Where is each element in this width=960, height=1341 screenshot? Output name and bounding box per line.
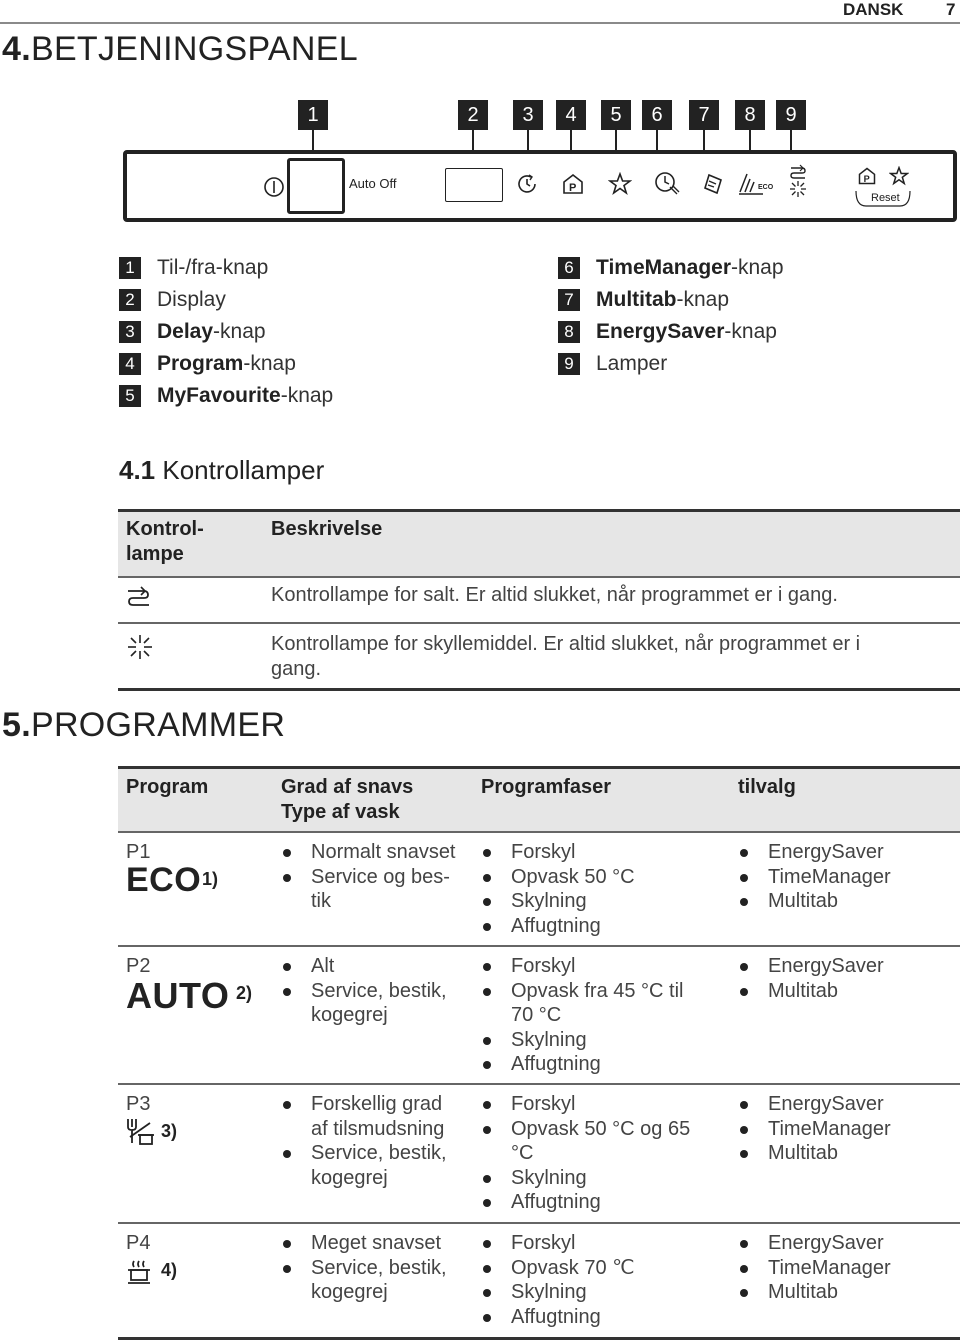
- svg-text:P: P: [863, 173, 870, 184]
- legend-label-bold: Delay: [157, 320, 214, 343]
- legend-label-text: -knap: [213, 320, 266, 343]
- list-item: Normalt snavset: [281, 840, 456, 865]
- legend-label-bold: Program: [157, 352, 244, 375]
- callout-4: 4: [556, 100, 586, 130]
- list-item: Meget snavset: [281, 1231, 447, 1256]
- timemanager-icon[interactable]: [653, 170, 681, 198]
- list-item: Opvask 70 ℃: [481, 1256, 635, 1281]
- legend-label-text: Display: [157, 288, 226, 311]
- legend-label-text: Lamper: [596, 352, 668, 375]
- svg-text:ECO: ECO: [758, 184, 773, 191]
- salt-lamp-icon: [126, 586, 152, 608]
- legend-number: 9: [558, 353, 580, 375]
- mixed-load-icon: [126, 1117, 156, 1147]
- lamps-col1-header-line2: lampe: [126, 543, 184, 565]
- legend-item-4: [119, 350, 296, 378]
- legend-number: 3: [119, 321, 141, 343]
- list-item: Multitab: [738, 979, 884, 1004]
- programs-header-rule: [118, 831, 960, 833]
- star-reset-icon[interactable]: [889, 166, 909, 186]
- programs-col-program-header: Program: [126, 776, 209, 798]
- legend-label: [596, 256, 784, 280]
- list-item: Service, bestik, kogegrej: [281, 1141, 447, 1190]
- page-number: 7: [946, 0, 956, 19]
- callout-6: 6: [642, 100, 672, 130]
- lamps-col2-header: Beskrivelse: [271, 518, 383, 540]
- section-5-number: 5.: [2, 706, 31, 744]
- legend-item-6: [558, 254, 784, 282]
- list-item: TimeManager: [738, 1256, 891, 1281]
- power-icon: [263, 176, 285, 198]
- section-41-number: 4.1: [119, 455, 156, 485]
- list-item: Multitab: [738, 1280, 891, 1305]
- soil-list: [281, 1231, 447, 1305]
- callout-8: 8: [735, 100, 765, 130]
- control-panel: [123, 150, 957, 222]
- lamps-col1-header: [126, 517, 204, 567]
- list-item: Opvask 50 °C og 65 °C: [481, 1117, 690, 1166]
- programs-col-soil-header: [281, 775, 413, 825]
- legend-item-7: [558, 286, 729, 314]
- program-label: AUTO: [126, 975, 230, 1016]
- lamp-row-2-line1: Kontrollampe for skyllemiddel. Er altid slukket, når programmet er i: [271, 633, 861, 655]
- options-list: [738, 1092, 891, 1166]
- list-item: Multitab: [738, 889, 891, 914]
- section-4-text: BETJENINGSPANEL: [30, 30, 358, 68]
- delay-icon[interactable]: [515, 172, 539, 196]
- list-item: Affugtning: [481, 914, 635, 939]
- program-code: P1: [126, 841, 151, 863]
- lamps-table-header-bg: [118, 512, 960, 576]
- options-list: [738, 840, 891, 914]
- list-item: Skylning: [481, 1166, 690, 1191]
- program-footnote: 1): [202, 869, 219, 889]
- legend-label: [596, 352, 667, 376]
- soil-header-line2: Type af vask: [281, 801, 400, 823]
- programs-col-options-header: tilvalg: [738, 776, 796, 798]
- legend-label-bold: Multitab: [596, 288, 677, 311]
- legend-item-8: [558, 318, 777, 346]
- multitab-icon[interactable]: [701, 172, 725, 196]
- list-item: Skylning: [481, 1280, 635, 1305]
- program-row-rule: [118, 1337, 960, 1340]
- list-item: TimeManager: [738, 865, 891, 890]
- rinse-aid-lamp-icon: [127, 634, 153, 660]
- program-code: P4: [126, 1232, 151, 1254]
- section-4-number: 4.: [2, 30, 31, 68]
- legend-number: 8: [558, 321, 580, 343]
- program-icon[interactable]: [561, 172, 585, 196]
- list-item: TimeManager: [738, 1117, 891, 1142]
- phases-list: [481, 840, 635, 938]
- energysaver-eco-icon[interactable]: [737, 170, 773, 198]
- list-item: Service, bestik, kogegrej: [281, 1256, 447, 1305]
- list-item: Forskellig grad af tilsmudsning: [281, 1092, 447, 1141]
- soil-list: [281, 1092, 447, 1190]
- soil-list: [281, 954, 447, 1028]
- callout-3: 3: [513, 100, 543, 130]
- program-reset-icon[interactable]: [857, 166, 877, 186]
- legend-label-text: Til-/fra-knap: [157, 256, 269, 279]
- lamp-row-2-description: [271, 632, 860, 682]
- list-item: Forskyl: [481, 1092, 690, 1117]
- phases-list: [481, 954, 684, 1077]
- favourite-star-icon[interactable]: [608, 172, 632, 196]
- lamps-col1-header-line1: Kontrol-: [126, 518, 204, 540]
- auto-off-label: Auto Off: [349, 176, 397, 191]
- list-item: Opvask fra 45 °C til 70 °C: [481, 979, 684, 1028]
- soil-header-line1: Grad af snavs: [281, 776, 414, 798]
- list-item: Alt: [281, 954, 447, 979]
- callout-5: 5: [601, 100, 631, 130]
- legend-item-5: [119, 382, 333, 410]
- language-label: DANSK: [843, 0, 904, 19]
- legend-label: [157, 288, 226, 312]
- salt-lamp-icon: [789, 164, 807, 180]
- list-item: Affugtning: [481, 1052, 684, 1077]
- legend-number: 1: [119, 257, 141, 279]
- list-item: Service og bes- tik: [281, 865, 456, 914]
- legend-label-text: -knap: [243, 352, 296, 375]
- lamps-table-bottom-rule: [118, 688, 960, 691]
- list-item: Forskyl: [481, 954, 684, 979]
- program-row-rule: [118, 1083, 960, 1085]
- legend-number: 2: [119, 289, 141, 311]
- list-item: Opvask 50 °C: [481, 865, 635, 890]
- legend-label: [596, 320, 777, 344]
- lamp-row-2-line2: gang.: [271, 658, 322, 680]
- legend-label: [157, 256, 268, 280]
- lamp-row-1-description: Kontrollampe for salt. Er altid slukket, når programmet er i gang.: [271, 584, 838, 606]
- section-5-title: [2, 706, 285, 745]
- callout-1: 1: [298, 100, 328, 130]
- program-footnote: 3): [161, 1121, 178, 1141]
- section-41-text: Kontrollamper: [155, 455, 325, 485]
- legend-label-text: -knap: [724, 320, 777, 343]
- header-rule: [0, 22, 960, 24]
- list-item: EnergySaver: [738, 1092, 891, 1117]
- program-label: ECO: [126, 861, 202, 899]
- program-row-rule: [118, 945, 960, 947]
- program-footnote: 2): [236, 983, 253, 1003]
- list-item: EnergySaver: [738, 954, 884, 979]
- section-4-title: [2, 30, 358, 69]
- lamps-table-header-rule: [118, 576, 960, 578]
- list-item: Multitab: [738, 1141, 891, 1166]
- phases-list: [481, 1231, 635, 1329]
- list-item: Forskyl: [481, 840, 635, 865]
- legend-label-text: -knap: [731, 256, 784, 279]
- list-item: Affugtning: [481, 1190, 690, 1215]
- rinse-aid-lamp-icon: [789, 180, 807, 198]
- phases-list: [481, 1092, 690, 1215]
- program-footnote: 4): [161, 1260, 178, 1280]
- legend-item-2: [119, 286, 226, 314]
- legend-item-1: [119, 254, 268, 282]
- legend-item-9: [558, 350, 667, 378]
- list-item: EnergySaver: [738, 1231, 891, 1256]
- list-item: Affugtning: [481, 1305, 635, 1330]
- list-item: Skylning: [481, 1028, 684, 1053]
- list-item: EnergySaver: [738, 840, 891, 865]
- legend-label: [157, 320, 266, 344]
- legend-label: [157, 384, 333, 408]
- callout-2: 2: [458, 100, 488, 130]
- pot-intensive-icon: [126, 1257, 154, 1285]
- legend-number: 7: [558, 289, 580, 311]
- legend-number: 5: [119, 385, 141, 407]
- display: [445, 168, 503, 202]
- programs-col-phases-header: Programfaser: [481, 776, 612, 798]
- legend-label: [596, 288, 729, 312]
- reset-label: Reset: [871, 192, 900, 204]
- callout-7: 7: [689, 100, 719, 130]
- list-item: Service, bestik, kogegrej: [281, 979, 447, 1028]
- section-5-text: PROGRAMMER: [30, 706, 286, 744]
- program-row-rule: [118, 1222, 960, 1224]
- list-item: Forskyl: [481, 1231, 635, 1256]
- legend-label-text: -knap: [280, 384, 334, 407]
- section-41-title: [119, 455, 324, 486]
- program-code: P3: [126, 1093, 151, 1115]
- options-list: [738, 1231, 891, 1305]
- legend-number: 4: [119, 353, 141, 375]
- soil-list: [281, 840, 456, 914]
- callout-9: 9: [776, 100, 806, 130]
- legend-label: [157, 352, 296, 376]
- list-item: Skylning: [481, 889, 635, 914]
- legend-label-text: -knap: [676, 288, 730, 311]
- lamps-row-rule: [118, 622, 960, 624]
- legend-item-3: [119, 318, 266, 346]
- legend-label-bold: TimeManager: [596, 256, 731, 279]
- legend-number: 6: [558, 257, 580, 279]
- on-off-button[interactable]: [287, 158, 345, 214]
- legend-label-bold: EnergySaver: [596, 320, 725, 343]
- options-list: [738, 954, 884, 1003]
- svg-text:P: P: [569, 182, 577, 194]
- program-code: P2: [126, 955, 151, 977]
- legend-label-bold: MyFavourite: [157, 384, 281, 407]
